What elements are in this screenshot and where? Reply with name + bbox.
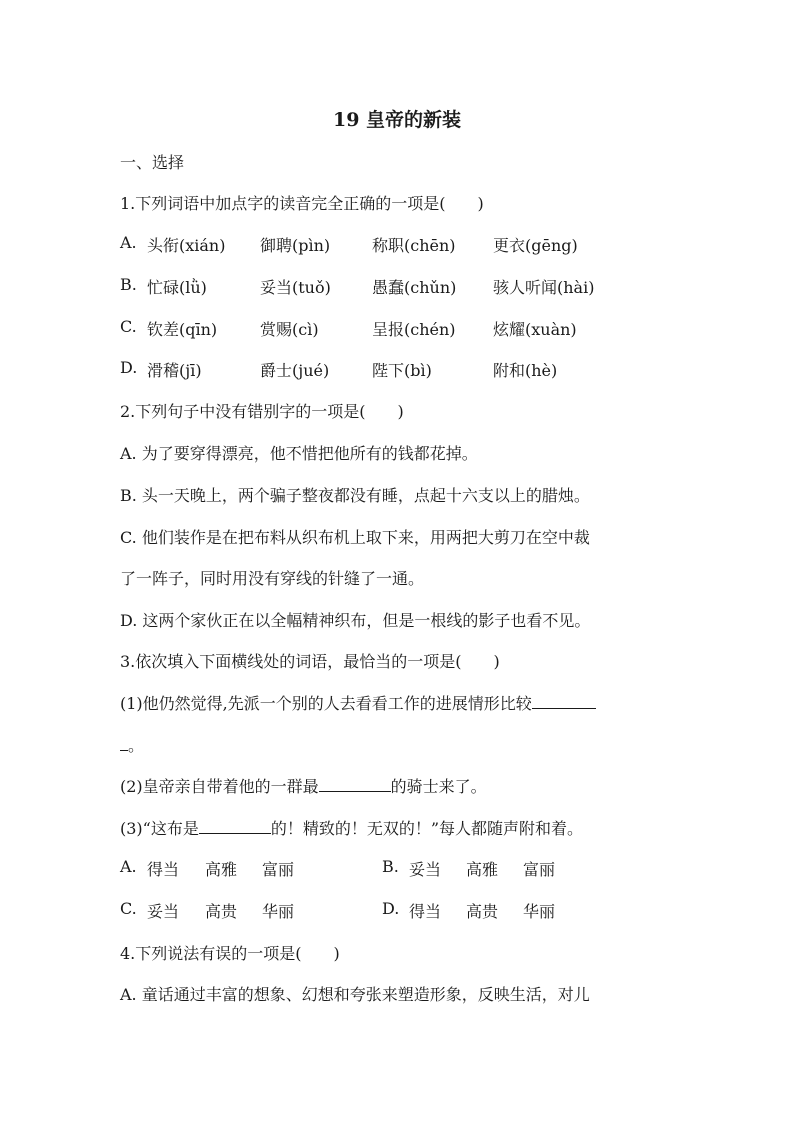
question-2-option-b: B. 头一天晚上，两个骗子整夜都没有睡，点起十六支以上的腊烛。 bbox=[120, 486, 590, 505]
question-3-sentence-3 bbox=[120, 816, 583, 839]
section-heading: 一、选择 bbox=[120, 153, 185, 172]
sentence-text: 。 bbox=[128, 736, 145, 755]
option-label: C. bbox=[120, 899, 137, 918]
option-word: 华丽 bbox=[262, 902, 295, 921]
option-item: 炫耀(xuàn) bbox=[493, 320, 577, 339]
question-3-sentence-2 bbox=[120, 774, 487, 797]
option-word: 高贵 bbox=[205, 902, 238, 921]
option-label: D. bbox=[382, 899, 400, 918]
option-label: B. bbox=[382, 857, 399, 876]
option-item: 御聘(pìn) bbox=[260, 236, 331, 255]
question-3-stem: 3.依次填入下面横线处的词语，最恰当的一项是( ) bbox=[120, 652, 500, 671]
option-word: 妥当 bbox=[147, 902, 180, 921]
question-2-option-d: D. 这两个家伙正在以全幅精神织布，但是一根线的影子也看不见。 bbox=[120, 611, 591, 630]
question-2-option-c: C. 他们装作是在把布料从织布机上取下来，用两把大剪刀在空中裁 bbox=[120, 528, 590, 547]
option-item: 愚蠢(chǔn) bbox=[372, 278, 457, 297]
fill-blank bbox=[120, 749, 128, 751]
question-3-sentence-1 bbox=[120, 691, 596, 714]
option-item: 头衔(xián) bbox=[147, 236, 226, 255]
option-item: 更衣(gēng) bbox=[493, 236, 578, 255]
option-word: 华丽 bbox=[523, 902, 556, 921]
option-label: A. bbox=[120, 233, 137, 252]
option-item: 滑稽(jī) bbox=[147, 361, 202, 380]
document-title: 19 皇帝的新装 bbox=[332, 109, 462, 131]
fill-blank bbox=[199, 832, 271, 834]
option-word: 得当 bbox=[147, 860, 180, 879]
option-item: 钦差(qīn) bbox=[147, 320, 218, 339]
option-item: 陛下(bì) bbox=[372, 361, 432, 380]
option-item: 呈报(chén) bbox=[372, 320, 456, 339]
question-2-option-c-continued: 了一阵子，同时用没有穿线的针缝了一通。 bbox=[120, 569, 425, 588]
option-word: 富丽 bbox=[523, 860, 556, 879]
option-word: 富丽 bbox=[262, 860, 295, 879]
sentence-text: (2)皇帝亲自带着他的一群最 bbox=[120, 777, 319, 796]
sentence-text: (3)“这布是 bbox=[120, 819, 199, 838]
option-item: 骇人听闻(hài) bbox=[493, 278, 595, 297]
sentence-text: (1)他仍然觉得,先派一个别的人去看看工作的进展情形比较 bbox=[120, 694, 532, 713]
question-3-sentence-1-continued bbox=[120, 733, 144, 756]
option-item: 附和(hè) bbox=[493, 361, 558, 380]
option-item: 忙碌(lǜ) bbox=[147, 278, 207, 297]
question-1-stem: 1.下列词语中加点字的读音完全正确的一项是( ) bbox=[120, 194, 484, 213]
option-word: 高雅 bbox=[466, 860, 499, 879]
option-label: A. bbox=[120, 857, 137, 876]
question-4-stem: 4.下列说法有误的一项是( ) bbox=[120, 944, 340, 963]
option-word: 高雅 bbox=[205, 860, 238, 879]
sentence-text: 的！精致的！无双的！”每人都随声附和着。 bbox=[270, 819, 584, 838]
sentence-text: 的骑士来了。 bbox=[390, 777, 487, 796]
question-2-option-a: A. 为了要穿得漂亮，他不惜把他所有的钱都花掉。 bbox=[120, 444, 478, 463]
option-word: 得当 bbox=[409, 902, 442, 921]
option-word: 妥当 bbox=[409, 860, 442, 879]
option-item: 赏赐(cì) bbox=[260, 320, 319, 339]
option-label: D. bbox=[120, 358, 138, 377]
option-word: 高贵 bbox=[466, 902, 499, 921]
option-label: C. bbox=[120, 317, 137, 336]
fill-blank bbox=[319, 790, 391, 792]
option-label: B. bbox=[120, 275, 137, 294]
option-item: 妥当(tuǒ) bbox=[260, 278, 331, 297]
option-item: 爵士(jué) bbox=[260, 361, 330, 380]
question-2-stem: 2.下列句子中没有错别字的一项是( ) bbox=[120, 402, 404, 421]
option-item: 称职(chēn) bbox=[372, 236, 456, 255]
fill-blank bbox=[532, 707, 596, 709]
question-4-option-a: A. 童话通过丰富的想象、幻想和夸张来塑造形象，反映生活，对儿 bbox=[120, 985, 590, 1004]
